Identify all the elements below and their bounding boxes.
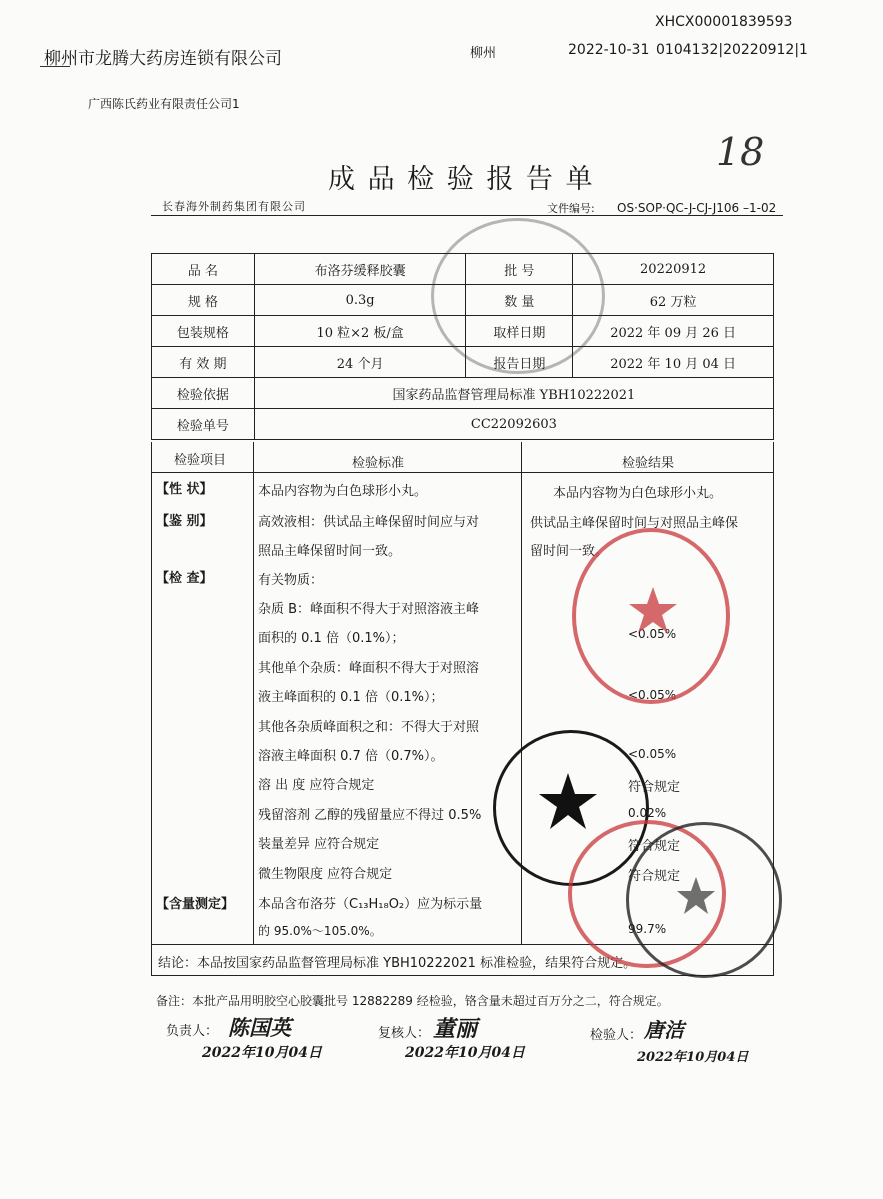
report-title: 成 品 检 验 报 告 单 [328,164,595,195]
quantity-value: 62 万粒 [573,285,774,316]
residual-solvent-standard: 残留溶剂 乙醇的残留量应不得过 0.5% [258,808,482,823]
col-divider-2 [521,442,522,945]
property-label: 【性 状】 [156,482,213,497]
header-date: 2022-10-31 [568,42,650,58]
total-impurity-result: <0.05% [628,747,677,761]
validity-label: 有 效 期 [152,347,255,378]
batch-label: 批 号 [466,254,573,285]
star-icon [538,772,598,830]
pharmacy-company: 柳州市龙腾大药房连锁有限公司 [44,49,282,69]
review-label: 复核人： [378,1026,431,1041]
manufacturer-seal-stamp [431,218,605,374]
assay-standard-1: 本品含布洛芬（C₁₃H₁₈O₂）应为标示量 [258,897,483,912]
ident-result-1: 供试品主峰保留时间与对照品主峰保 [530,516,739,531]
product-label: 品 名 [152,254,255,285]
check-standard-3: 面积的 0.1 倍（0.1%）； [258,631,405,646]
inspector-label: 检验人： [590,1028,643,1043]
fill-variation-result: 符合规定 [628,839,681,854]
document-code: XHCX00001839593 [655,14,793,30]
check-standard-6: 其他各杂质峰面积之和：不得大于对照 [258,720,480,735]
spec-value: 0.3g [254,285,466,316]
check-standard-7: 溶液主峰面积 0.7 倍（0.7%）。 [258,749,444,764]
manufacturer-name: 长春海外制药集团有限公司 [162,200,306,213]
microbial-standard: 微生物限度 应符合规定 [258,867,393,882]
header-batch-ref: 0104132|20220912|1 [656,42,808,58]
check-standard-2: 杂质 B：峰面积不得大于对照溶液主峰 [258,602,480,617]
inspector-signature: 唐洁 [644,1018,684,1042]
lead-label: 负责人： [166,1024,219,1039]
header-row-rule [151,472,774,473]
header-rule [40,66,70,67]
title-rule [151,215,783,216]
review-signature: 董丽 [433,1016,478,1042]
ident-standard-1: 高效液相：供试品主峰保留时间应与对 [258,515,480,530]
items-header-standard: 检验标准 [352,456,405,471]
inspector-date: 2022年10月04日 [637,1050,749,1065]
file-number: OS·SOP·QC-J-CJ-J106 –1-02 [617,201,777,215]
dissolution-standard: 溶 出 度 应符合规定 [258,778,375,793]
residual-solvent-result: 0.02% [628,806,667,820]
quantity-label: 数 量 [466,285,573,316]
check-label: 【检 查】 [156,571,213,586]
lead-signature: 陈国英 [228,1015,291,1040]
basis-label: 检验依据 [152,378,255,409]
assay-label: 【含量测定】 [156,897,235,912]
validity-value: 24 个月 [254,347,466,378]
basis-value: 国家药品监督管理局标准 YBH10222021 [254,378,773,409]
order-label: 检验单号 [152,409,255,440]
order-value: CC22092603 [254,409,773,440]
supplier-name: 广西陈氏药业有限责任公司1 [88,97,240,111]
impurity-b-result: <0.05% [628,627,677,641]
lead-date: 2022年10月04日 [202,1045,322,1061]
pharmacy-city: 柳州 [470,46,497,61]
ident-standard-2: 照品主峰保留时间一致。 [258,544,402,559]
single-impurity-result: <0.05% [628,688,677,702]
assay-result: 99.7% [628,922,667,936]
report-date-label: 报告日期 [466,347,573,378]
file-number-label: 文件编号: [547,202,595,215]
ident-result-2: 留时间一致。 [530,544,609,559]
check-standard-4: 其他单个杂质：峰面积不得大于对照溶 [258,661,480,676]
pack-value: 10 粒×2 板/盒 [254,316,466,347]
table-row [152,378,774,409]
star-icon [676,876,716,916]
property-result: 本品内容物为白色球形小丸。 [553,486,723,501]
microbial-result: 符合规定 [628,869,681,884]
product-value: 布洛芬缓释胶囊 [254,254,466,285]
check-standard-5: 液主峰面积的 0.1 倍（0.1%）； [258,690,444,705]
sample-date-label: 取样日期 [466,316,573,347]
col-divider-1 [253,442,254,945]
note-text: 备注：本批产品用明胶空心胶囊批号 12882289 经检验，铬含量未超过百万分之二，符合规定。 [156,994,669,1008]
page-mark: 18 [716,130,765,174]
identification-label: 【鉴 别】 [156,514,213,529]
dissolution-result: 符合规定 [628,780,681,795]
items-header-result: 检验结果 [622,456,675,471]
items-header-item: 检验项目 [174,453,227,468]
property-standard: 本品内容物为白色球形小丸。 [258,484,428,499]
pack-label: 包装规格 [152,316,255,347]
spec-label: 规 格 [152,285,255,316]
fill-variation-standard: 装量差异 应符合规定 [258,837,380,852]
sample-date-value: 2022 年 09 月 26 日 [573,316,774,347]
review-date: 2022年10月04日 [405,1045,525,1061]
conclusion-text: 结论：本品按国家药品监督管理局标准 YBH10222021 标准检验，结果符合规定。 [158,956,637,971]
table-row [152,409,774,440]
star-icon [628,585,678,635]
assay-standard-2: 的 95.0%～105.0%。 [258,924,382,938]
check-standard-1: 有关物质： [258,573,324,588]
report-date-value: 2022 年 10 月 04 日 [573,347,774,378]
batch-value: 20220912 [573,254,774,285]
